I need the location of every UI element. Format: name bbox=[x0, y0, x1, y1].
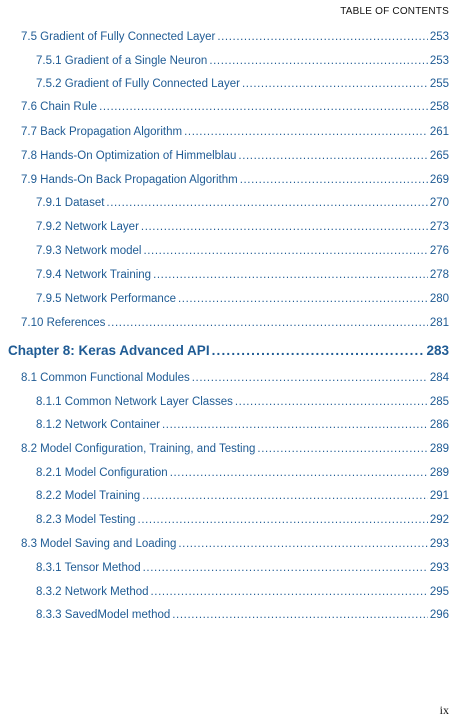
toc-entry-8-3-2[interactable] bbox=[36, 585, 449, 599]
toc-entry-label: 8.3.3 SavedModel method bbox=[36, 609, 171, 621]
toc-entry-7-9-1[interactable] bbox=[36, 196, 449, 210]
toc-entry-label: 7.9.5 Network Performance bbox=[36, 293, 176, 305]
dot-leader bbox=[178, 292, 428, 306]
toc-entry-page-number: 278 bbox=[429, 269, 449, 281]
dot-leader bbox=[142, 489, 428, 503]
toc-entry-page-number: 283 bbox=[426, 343, 449, 358]
toc-entry-label: 7.9.4 Network Training bbox=[36, 269, 152, 281]
toc-entry-page-number: 269 bbox=[429, 174, 449, 186]
toc-entry-label: 7.9.2 Network Layer bbox=[36, 221, 139, 233]
toc-entry-page-number: 286 bbox=[429, 419, 449, 431]
dot-leader bbox=[242, 77, 428, 91]
dot-leader bbox=[212, 343, 425, 359]
dot-leader bbox=[178, 537, 427, 551]
toc-entry-page-number: 289 bbox=[429, 467, 449, 479]
toc-entry-7-5-2[interactable] bbox=[36, 77, 449, 91]
toc-entry-7-5-1[interactable] bbox=[36, 54, 449, 68]
toc-entry-label: 7.9.3 Network model bbox=[36, 245, 142, 257]
toc-entry-label: 7.7 Back Propagation Algorithm bbox=[21, 126, 183, 138]
toc-entry-label: 7.9 Hands-On Back Propagation Algorithm bbox=[21, 174, 238, 186]
toc-entry-label: 7.5.1 Gradient of a Single Neuron bbox=[36, 55, 208, 67]
dot-leader bbox=[106, 196, 427, 210]
toc-chapter-8[interactable] bbox=[8, 343, 449, 359]
toc-entry-label: 8.3.2 Network Method bbox=[36, 586, 149, 598]
toc-entry-label: 8.2.1 Model Configuration bbox=[36, 467, 168, 479]
dot-leader bbox=[143, 244, 427, 258]
toc-entry-8-3[interactable] bbox=[21, 537, 449, 551]
toc-entry-label: 8.3.1 Tensor Method bbox=[36, 562, 141, 574]
toc-entry-8-1-2[interactable] bbox=[36, 418, 449, 432]
dot-leader bbox=[162, 418, 428, 432]
dot-leader bbox=[240, 173, 428, 187]
toc-entry-page-number: 292 bbox=[429, 514, 449, 526]
toc-entry-8-3-1[interactable] bbox=[36, 561, 449, 575]
toc-entry-page-number: 295 bbox=[429, 586, 449, 598]
dot-leader bbox=[143, 561, 428, 575]
dot-leader bbox=[99, 100, 428, 114]
toc-entry-label: Chapter 8: Keras Advanced API bbox=[8, 343, 210, 358]
toc-entry-label: 7.10 References bbox=[21, 317, 106, 329]
toc-entry-8-2-3[interactable] bbox=[36, 513, 449, 527]
toc-entry-page-number: 291 bbox=[429, 490, 449, 502]
dot-leader bbox=[170, 466, 428, 480]
toc-entry-7-9[interactable] bbox=[21, 173, 449, 187]
toc-entry-page-number: 253 bbox=[429, 55, 449, 67]
toc-entry-page-number: 293 bbox=[429, 538, 449, 550]
toc-entry-page-number: 265 bbox=[429, 150, 449, 162]
dot-leader bbox=[235, 395, 428, 409]
toc-entry-page-number: 261 bbox=[429, 126, 449, 138]
toc-entry-label: 7.5 Gradient of Fully Connected Layer bbox=[21, 31, 216, 43]
toc-entry-label: 8.3 Model Saving and Loading bbox=[21, 538, 177, 550]
dot-leader bbox=[172, 608, 428, 622]
toc-entry-page-number: 258 bbox=[429, 101, 449, 113]
toc-entry-label: 8.2.2 Model Training bbox=[36, 490, 141, 502]
toc-entry-page-number: 255 bbox=[429, 78, 449, 90]
toc-entry-page-number: 270 bbox=[429, 197, 449, 209]
toc-entry-label: 8.1 Common Functional Modules bbox=[21, 372, 190, 384]
toc-entry-7-9-5[interactable] bbox=[36, 292, 449, 306]
toc-entry-page-number: 293 bbox=[429, 562, 449, 574]
toc-entry-page-number: 296 bbox=[429, 609, 449, 621]
toc-entry-7-9-3[interactable] bbox=[36, 244, 449, 258]
toc-entry-page-number: 253 bbox=[429, 31, 449, 43]
toc-entry-8-1[interactable] bbox=[21, 371, 449, 385]
dot-leader bbox=[151, 585, 428, 599]
toc-entry-label: 7.5.2 Gradient of Fully Connected Layer bbox=[36, 78, 240, 90]
running-head: TABLE OF CONTENTS bbox=[340, 6, 449, 17]
toc-entry-page-number: 285 bbox=[429, 396, 449, 408]
dot-leader bbox=[184, 125, 428, 139]
dot-leader bbox=[107, 316, 427, 330]
toc-entry-8-2-2[interactable] bbox=[36, 489, 449, 503]
toc-entry-label: 7.9.1 Dataset bbox=[36, 197, 105, 209]
toc-entry-7-7[interactable] bbox=[21, 125, 449, 139]
toc-entry-8-1-1[interactable] bbox=[36, 395, 449, 409]
dot-leader bbox=[217, 30, 427, 44]
dot-leader bbox=[257, 442, 427, 456]
toc-entry-label: 7.6 Chain Rule bbox=[21, 101, 98, 113]
toc-entry-label: 8.2 Model Configuration, Training, and Testing bbox=[21, 443, 256, 455]
toc-entry-page-number: 276 bbox=[429, 245, 449, 257]
toc-entry-page-number: 280 bbox=[429, 293, 449, 305]
dot-leader bbox=[153, 268, 428, 282]
toc-entry-page-number: 273 bbox=[429, 221, 449, 233]
page-number: ix bbox=[439, 703, 449, 717]
dot-leader bbox=[141, 220, 428, 234]
toc-entry-7-9-2[interactable] bbox=[36, 220, 449, 234]
toc-entry-label: 7.8 Hands-On Optimization of Himmelblau bbox=[21, 150, 237, 162]
toc-entry-7-5[interactable] bbox=[21, 30, 449, 44]
dot-leader bbox=[192, 371, 428, 385]
toc-entry-page-number: 289 bbox=[429, 443, 449, 455]
toc-entry-8-2[interactable] bbox=[21, 442, 449, 456]
toc-entry-label: 8.2.3 Model Testing bbox=[36, 514, 136, 526]
dot-leader bbox=[238, 149, 427, 163]
toc-entry-8-2-1[interactable] bbox=[36, 466, 449, 480]
toc-entry-page-number: 284 bbox=[429, 372, 449, 384]
toc-entry-7-9-4[interactable] bbox=[36, 268, 449, 282]
toc-entry-page-number: 281 bbox=[429, 317, 449, 329]
toc-entry-7-6[interactable] bbox=[21, 100, 449, 114]
dot-leader bbox=[209, 54, 427, 68]
toc-entry-8-3-3[interactable] bbox=[36, 608, 449, 622]
toc-entry-7-10[interactable] bbox=[21, 316, 449, 330]
toc-entry-label: 8.1.2 Network Container bbox=[36, 419, 161, 431]
toc-entry-7-8[interactable] bbox=[21, 149, 449, 163]
dot-leader bbox=[138, 513, 428, 527]
toc-entry-label: 8.1.1 Common Network Layer Classes bbox=[36, 396, 233, 408]
